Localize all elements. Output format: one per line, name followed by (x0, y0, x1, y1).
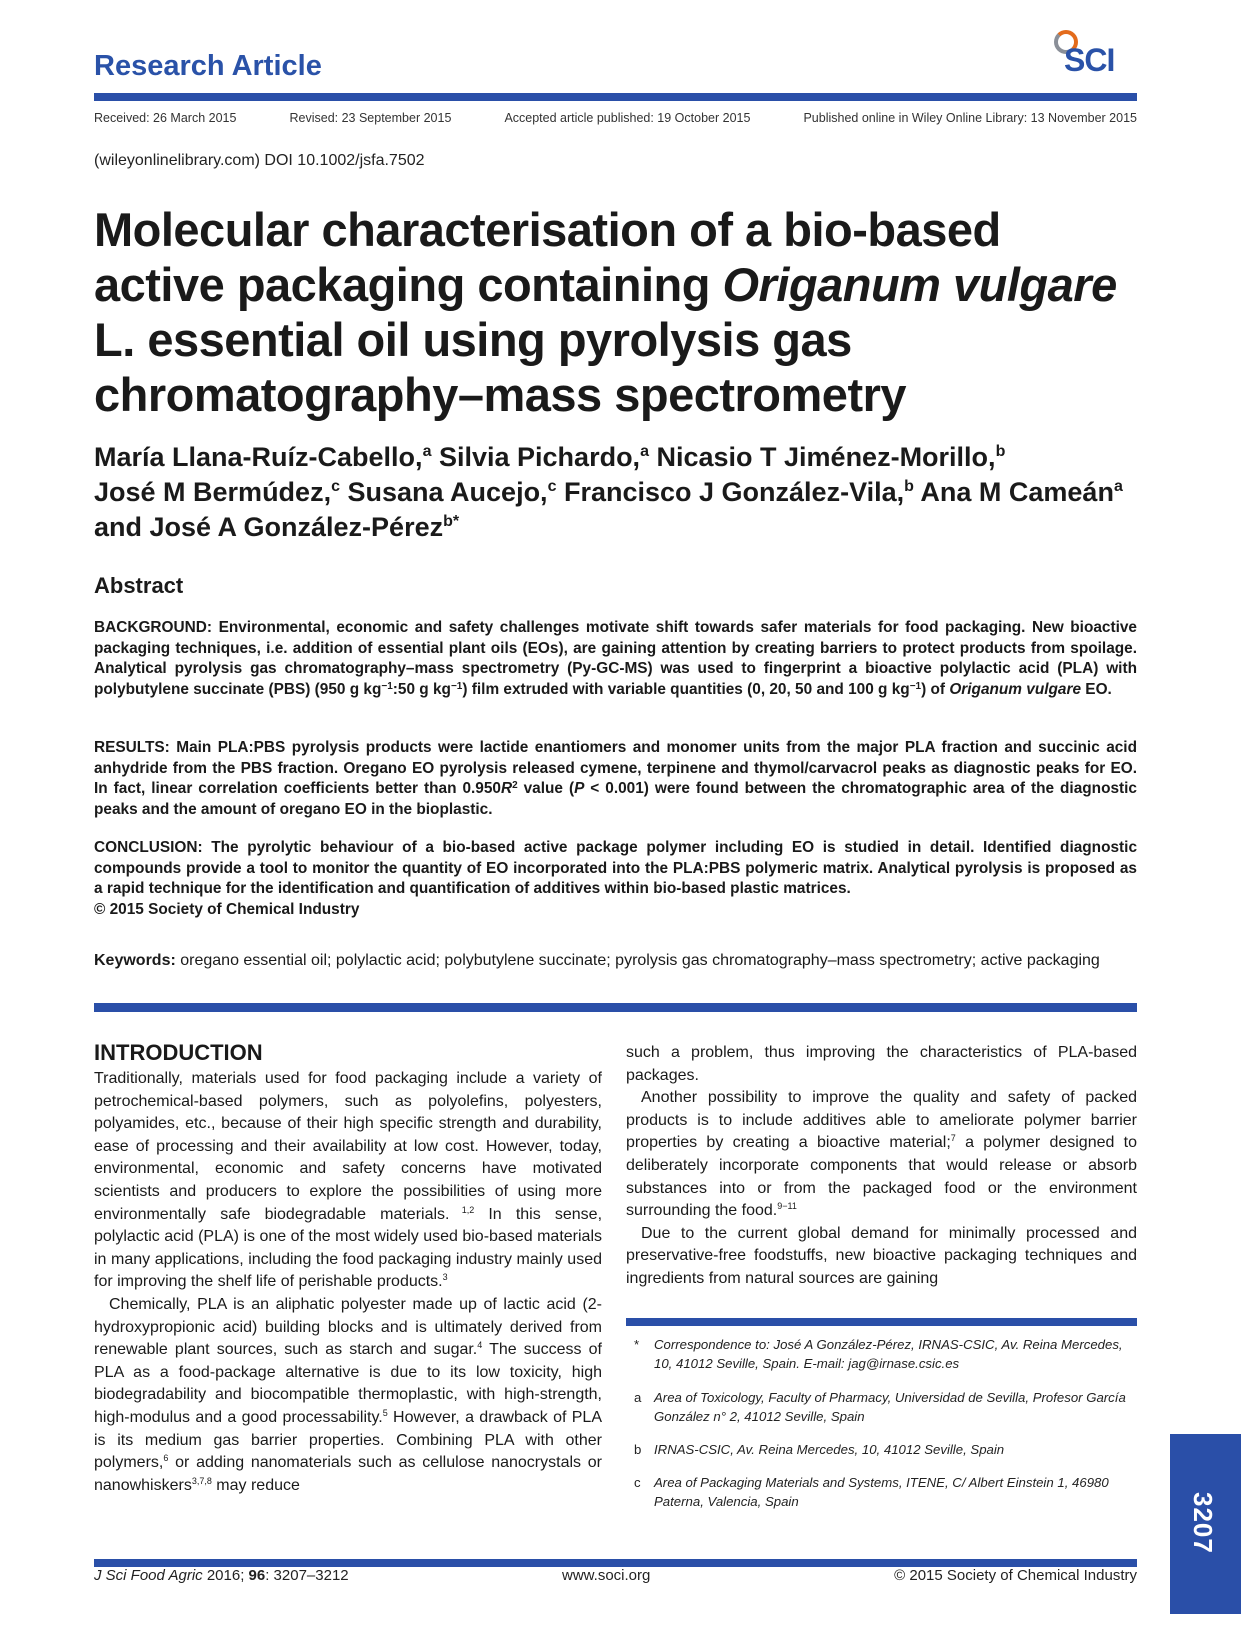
abstract-heading: Abstract (94, 573, 184, 598)
author-affiliation: b* (443, 513, 460, 530)
author-affiliation: a (640, 443, 649, 460)
intro-paragraph-4: Another possibility to improve the quality and safety of packed products is to include additives able to ameliorate polymer barrier properties by creating a bioactive material;$^7$ a polymer designed to deliberately incorporate components that would release or absorb substances into or from the packaged food or the environment surrounding the food.$^{9-11}$ (626, 1089, 1138, 1220)
title-line-2: active packaging containing (94, 258, 723, 311)
footnote-affiliation-a: a Area of Toxicology, Faculty of Pharmacy, Universidad de Sevilla, Profesor García González n° 2, 41012 Seville, Spain (634, 1390, 1126, 1424)
page-number: 3207 (1188, 1492, 1218, 1554)
left-column (94, 1068, 602, 1497)
header-rule (94, 93, 1137, 101)
website-link[interactable]: www.soci.org (562, 1567, 651, 1584)
footnote-rule (626, 1318, 1137, 1326)
published-date: Published online in Wiley Online Library: 13 November 2015 (803, 111, 1137, 125)
abstract-background: BACKGROUND: Environmental, economic and safety challenges motivate shift towards safer materials for food packaging. New bioactive packaging techniques, i.e. addition of essential plant oils (EOs), are gaining attention by creating barriers to protect products from spoilage. Analytical pyrolysis gas chromatography–mass spectrometry (Py-GC-MS) was used to fingerprint a bioactive polylactic acid (PLA) with polybutylene succinate (PBS) (950 g $kg^{-1}:50$ g $kg^{-1}$) film extruded with variable quantities (0, 20, 50 and 100 g $kg^{-1}$) of Origanum vulgare EO. (94, 619, 1137, 698)
keywords-text: oregano essential oil; polylactic acid; polybutylene succinate; pyrolysis gas chromatography–mass spectrometry; active packaging (175, 952, 1100, 969)
introduction-heading: INTRODUCTION (94, 1040, 263, 1065)
journal-citation: J Sci Food Agric 2016; 96: 3207–3212 (94, 1567, 349, 1584)
author-affiliation: c (547, 478, 557, 495)
intro-paragraph-1: Traditionally, materials used for food packaging include a variety of petrochemical-based polymers, such as polyolefins, polyesters, polyamides, etc., because of their high specific strength and durability, ease of processing and their availability at low cost. However, today, environmental, economic and safety concerns have motivated scientists and producers to explore the possibilities of using more environmentally safe biodegradable materials. $^{1,2}$ In this sense, polylactic acid (PLA) is one of the most widely used bio-based materials in many applications, including the food packaging industry mainly used for improving the shelf life of perishable products.$^3$ (94, 1070, 603, 1291)
author-affiliation: a (422, 443, 432, 460)
title-line-1: Molecular characterisation of a bio-based (94, 203, 1001, 256)
received-date: Received: 26 March 2015 (94, 111, 237, 125)
author: Nicasio T Jiménez-Morillo, (656, 442, 996, 472)
author: and José A González-Pérez (94, 512, 444, 542)
accepted-date: Accepted article published: 19 October 2015 (504, 111, 751, 125)
footnote-correspondence: * Correspondence to: José A González-Pérez, IRNAS-CSIC, Av. Reina Mercedes, 10, 41012 Seville, Spain. E-mail: jag@irnase.csic.es (634, 1337, 1123, 1371)
article-title (94, 202, 1154, 422)
footer-copyright: © 2015 Society of Chemical Industry (894, 1567, 1137, 1584)
doi-line: (wileyonlinelibrary.com) DOI 10.1002/jsfa.7502 (94, 152, 425, 169)
author-affiliation: b (995, 443, 1006, 460)
intro-paragraph-5: Due to the current global demand for minimally processed and preservative-free foodstuffs, new bioactive packaging techniques and ingredients from natural sources are gaining (626, 1224, 1137, 1287)
footnote-affiliation-c: c Area of Packaging Materials and Systems, ITENE, C/ Albert Einstein 1, 46980 Paterna, Valencia, Spain (634, 1475, 1109, 1509)
author-affiliation: c (331, 478, 340, 495)
sci-logo (1052, 28, 1138, 84)
author-list (94, 440, 1154, 545)
right-column (626, 1042, 1137, 1291)
publication-dates (94, 111, 1137, 125)
article-type-heading: Research Article (94, 50, 322, 82)
logo-text: SCI (1064, 42, 1115, 78)
abstract-results: RESULTS: Main PLA:PBS pyrolysis products were lactide enantiomers and monomer units from the major PLA fraction and succinic acid anhydride from the PBS fraction. Oregano EO pyrolysis released cymene, terpinene and thymol/carvacrol peaks as diagnostic peaks for EO. In fact, linear correlation coefficients better than $0.950R^2$ value (P < 0.001) were found between the chromatographic area of the diagnostic peaks and the amount of oregano EO in the bioplastic. (94, 739, 1137, 818)
title-line-4: chromatography–mass spectrometry (94, 368, 907, 421)
author: Susana Aucejo, (347, 477, 548, 507)
author: José M Bermúdez, (94, 477, 332, 507)
author-affiliation: a (1113, 478, 1123, 495)
author: Francisco J González-Vila, (563, 477, 905, 507)
author: Silvia Pichardo, (438, 442, 641, 472)
intro-paragraph-2: Chemically, PLA is an aliphatic polyester made up of lactic acid (2-hydroxypropionic acid) building blocks and is ultimately derived from renewable plant sources, such as starch and sugar.$^4$ The success of PLA as a food-package alternative is due to its low toxicity, high biodegradability and biocompatible thermoplastic, with high-strength, high-modulus and a good processability.$^5$ However, a drawback of PLA is its medium gas barrier properties. Combining PLA with other polymers,$^6$ or adding nanomaterials such as cellulose nanocrystals or nanowhiskers$^{3,7,8}$ may reduce (94, 1295, 602, 1494)
author: María Llana-Ruíz-Cabello, (94, 442, 423, 472)
keywords-label: Keywords: (94, 952, 176, 969)
title-line-3: L. essential oil using pyrolysis gas (94, 313, 852, 366)
section-rule (94, 1003, 1137, 1012)
abstract-conclusion: CONCLUSION: The pyrolytic behaviour of a bio-based active package polymer including EO is studied in detail. Identified diagnostic compounds provide a tool to monitor the quantity of EO incorporated into the PLA:PBS polymeric matrix. Analytical pyrolysis is proposed as a rapid technique for the identification and quantification of additives within bio-based plastic matrices. © 2015 Society of Chemical Industry (94, 839, 1137, 918)
revised-date: Revised: 23 September 2015 (289, 111, 452, 125)
author: Ana M Cameán (920, 477, 1114, 507)
footer-rule (94, 1559, 1137, 1567)
page-number-tab (1170, 1434, 1241, 1614)
footnote-affiliation-b: b IRNAS-CSIC, Av. Reina Mercedes, 10, 41012 Seville, Spain (634, 1442, 1005, 1457)
abstract-copyright: © 2015 Society of Chemical Industry (94, 900, 360, 918)
keywords (94, 950, 1137, 971)
title-species: Origanum vulgare (722, 258, 1117, 311)
intro-paragraph-3: such a problem, thus improving the characteristics of PLA-based packages. (626, 1044, 1137, 1084)
author-affiliation: b (904, 478, 914, 495)
